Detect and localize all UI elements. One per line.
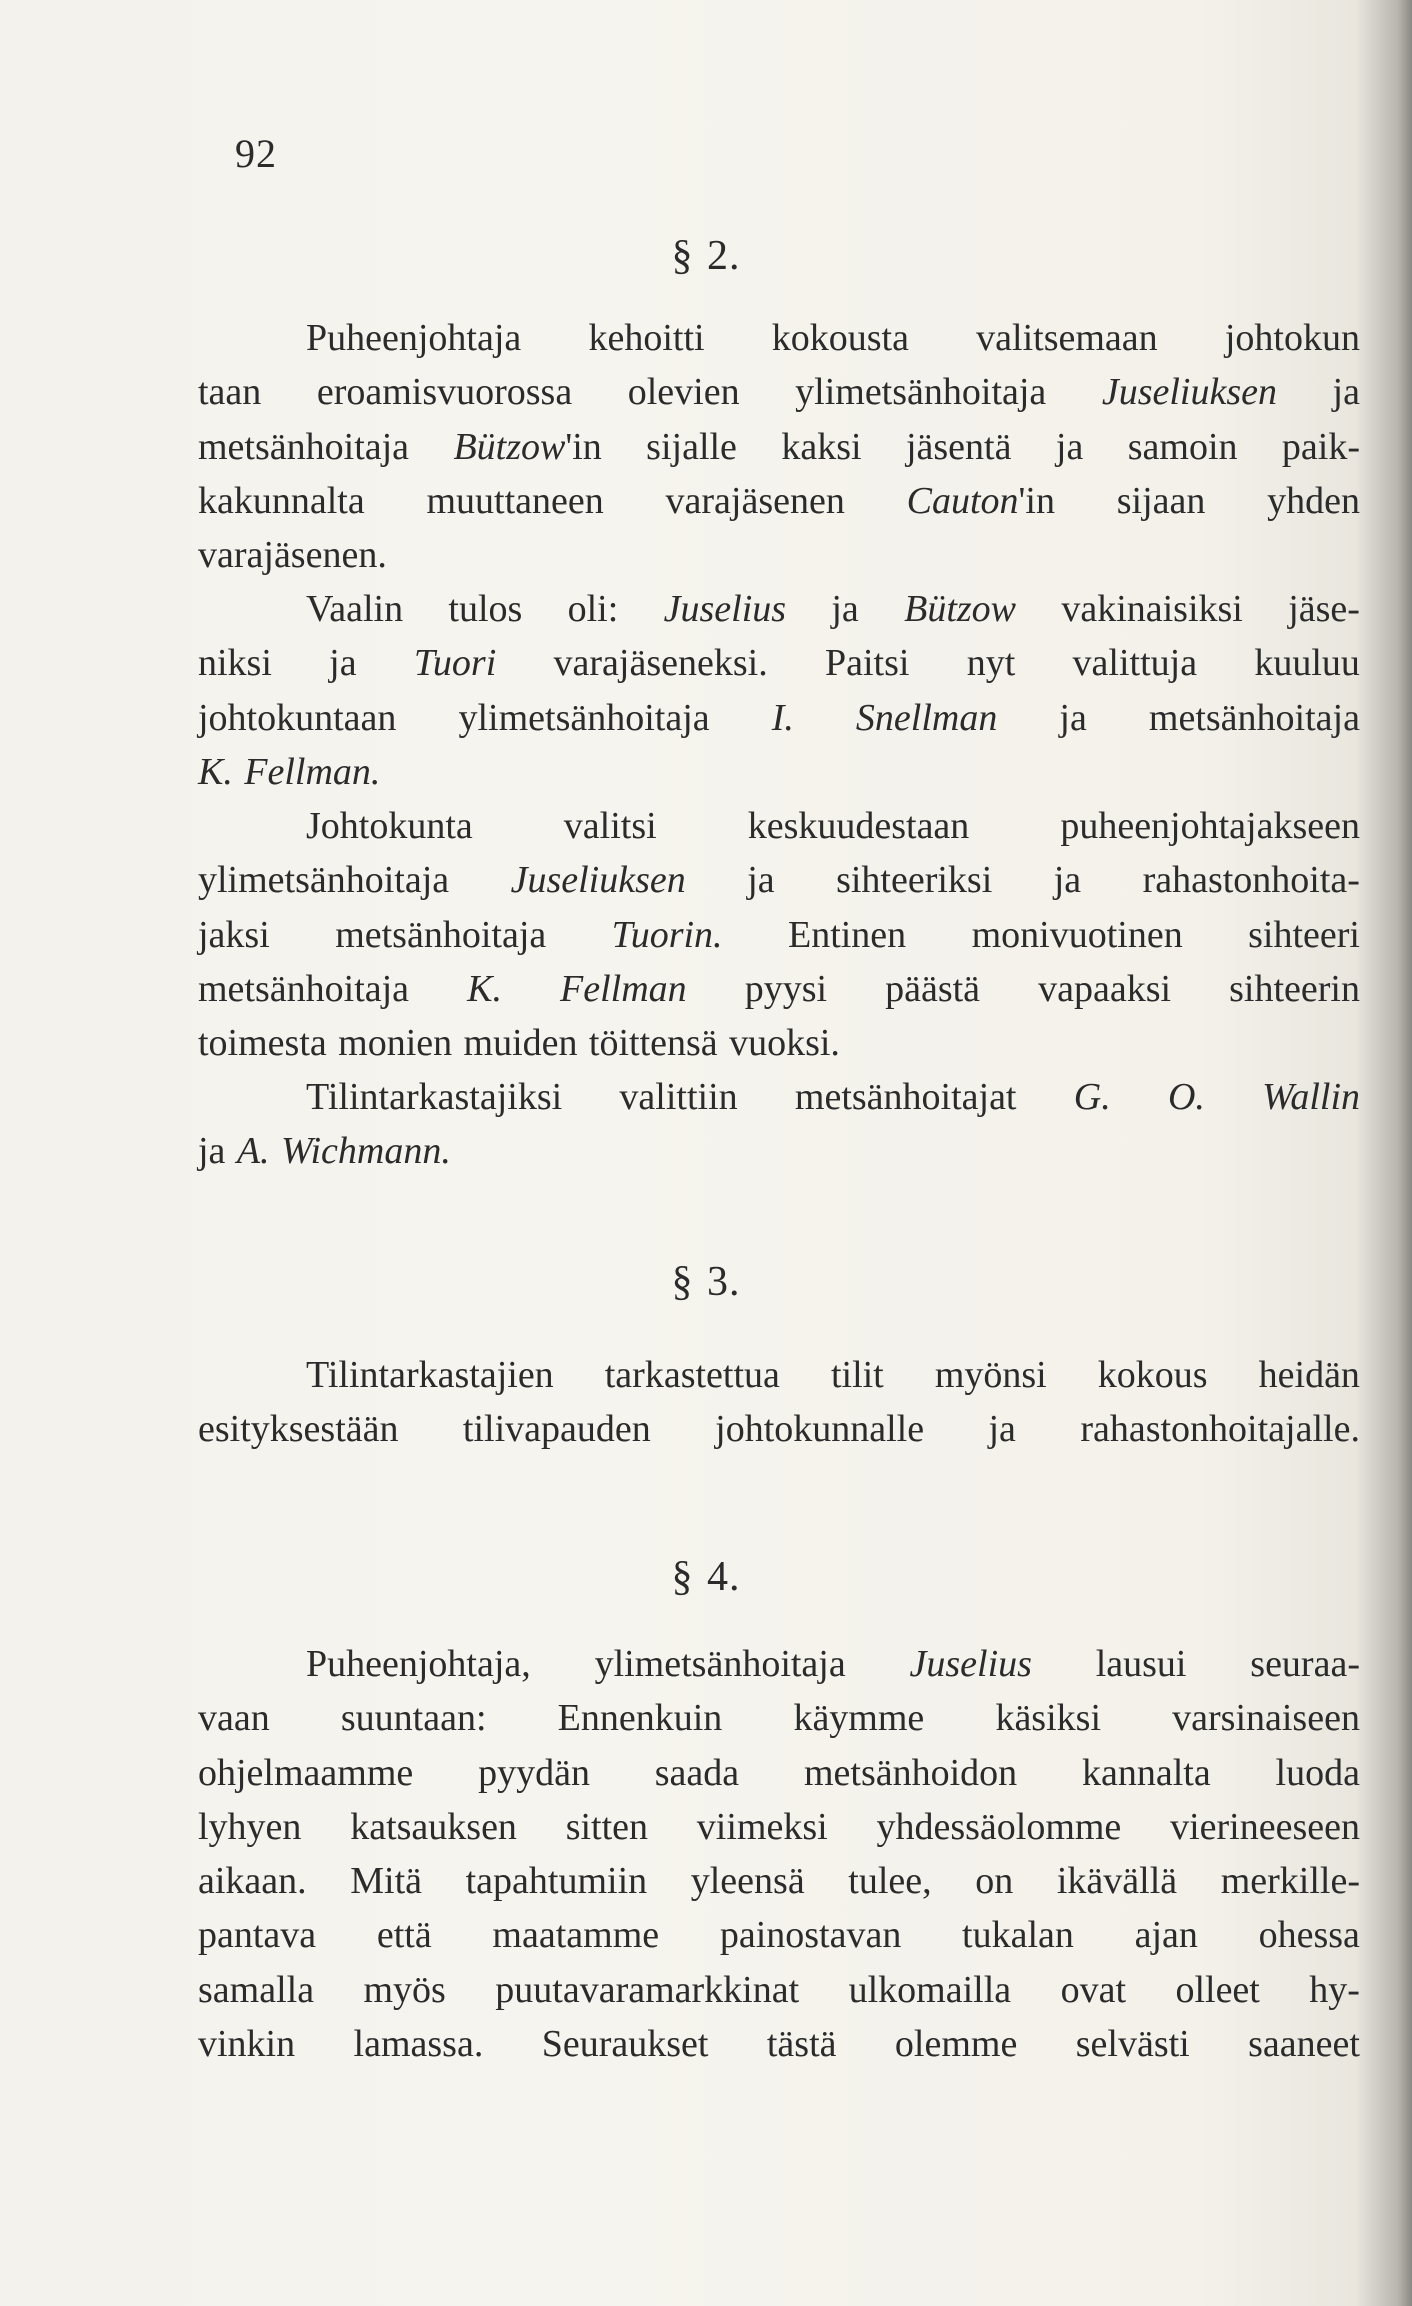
word: I. <box>771 696 794 739</box>
word: Entinen <box>787 913 907 956</box>
text-line <box>198 2017 1360 2071</box>
word: Vaalin <box>306 588 404 630</box>
section-heading-2 <box>0 232 1412 280</box>
word: Tilintarkastajiksi <box>306 1076 563 1118</box>
word: ja <box>1055 425 1084 468</box>
word: niksi <box>198 642 272 685</box>
word: varajäseneksi. <box>553 642 768 685</box>
section-number: 4. <box>707 1554 741 1600</box>
word: metsänhoitaja <box>1148 696 1360 739</box>
text-line <box>198 853 1360 907</box>
text-line <box>198 1402 1360 1456</box>
word: ja <box>747 859 775 902</box>
word: Wallin <box>1262 1076 1360 1118</box>
word: Tuorin. <box>611 913 723 956</box>
word: tästä <box>766 2023 837 2066</box>
word: ajan <box>1134 1914 1198 1957</box>
text-line <box>198 474 1360 528</box>
word: että <box>376 1914 432 1957</box>
word: painostavan <box>719 1914 902 1957</box>
word: metsänhoitaja <box>198 425 410 468</box>
word: pyydän <box>478 1751 590 1794</box>
text-line <box>198 1637 1360 1691</box>
word: Puheenjohtaja, <box>306 1643 531 1685</box>
text-line <box>198 636 1360 690</box>
word: tarkastettua <box>604 1354 780 1396</box>
word <box>453 420 601 474</box>
text-line <box>198 1908 1360 1962</box>
text-line <box>198 365 1360 419</box>
text-line <box>198 691 1360 745</box>
word: K. <box>467 967 502 1010</box>
word: selvästi <box>1075 2023 1190 2066</box>
word-suffix: 'in <box>1018 479 1055 522</box>
word: A. <box>236 1130 270 1173</box>
text-line <box>198 420 1360 474</box>
section-number: 3. <box>707 1259 741 1305</box>
word: ulkomailla <box>848 1968 1012 2011</box>
text-line <box>198 1800 1360 1854</box>
text-line <box>198 1746 1360 1800</box>
word: vierineeseen <box>1170 1805 1360 1848</box>
paragraph <box>198 1637 1360 2071</box>
word: rahastonhoitajalle. <box>1080 1408 1360 1451</box>
word: varajäsenen. <box>198 534 387 577</box>
word: yhdessäolomme <box>876 1805 1122 1848</box>
word: keskuudestaan <box>747 805 970 847</box>
word: Juseliuksen <box>1101 371 1277 414</box>
word: saaneet <box>1248 2023 1360 2066</box>
word: samalla <box>198 1968 315 2011</box>
word: vapaaksi <box>1038 967 1172 1010</box>
text-line <box>198 528 1360 582</box>
word: maatamme <box>492 1914 660 1957</box>
word: töittensä <box>588 1022 718 1065</box>
word: taan <box>198 371 262 414</box>
word: tapahtumiin <box>465 1860 648 1903</box>
word: ja <box>198 1130 226 1173</box>
section-sign: § <box>671 1554 694 1600</box>
word: ohjelmaamme <box>198 1751 414 1794</box>
word: vinkin <box>198 2023 296 2066</box>
word: ylimetsänhoitaja <box>594 1643 846 1685</box>
word: metsänhoitaja <box>198 967 410 1010</box>
word: ja <box>988 1408 1016 1451</box>
text-line <box>198 962 1360 1016</box>
word: jäsentä <box>905 425 1012 468</box>
word: seuraa- <box>1250 1643 1360 1685</box>
word: ovat <box>1060 1968 1127 2011</box>
word: myönsi <box>934 1354 1047 1396</box>
section-sign: § <box>671 1259 694 1305</box>
word: kakunnalta <box>198 479 365 522</box>
word: olevien <box>627 371 740 414</box>
word: oli: <box>567 588 619 630</box>
word: sihteeriksi <box>836 859 993 902</box>
word: ylimetsänhoitaja <box>795 371 1047 414</box>
text-line <box>198 1016 1360 1070</box>
word: samoin <box>1127 425 1238 468</box>
word: Fellman. <box>244 750 381 793</box>
word: ja <box>1059 696 1087 739</box>
word: yleensä <box>690 1860 805 1903</box>
word: käsiksi <box>995 1697 1101 1740</box>
word: tulos <box>448 588 523 630</box>
word: Tuori <box>413 642 497 685</box>
word: metsänhoidon <box>803 1751 1018 1794</box>
word: kannalta <box>1081 1751 1211 1794</box>
word: valittuja <box>1072 642 1198 685</box>
word: muiden <box>463 1022 578 1065</box>
word: Juseliuksen <box>510 859 686 902</box>
word: luoda <box>1275 1751 1360 1794</box>
word: K. <box>198 750 233 793</box>
word: vakinaisiksi <box>1061 588 1243 630</box>
word: lyhyen <box>198 1805 302 1848</box>
text-line <box>198 745 1360 799</box>
word: myös <box>363 1968 446 2011</box>
word: varsinaiseen <box>1172 1697 1360 1740</box>
word: yhden <box>1267 479 1360 522</box>
word: Ennenkuin <box>557 1697 723 1740</box>
section-heading-3 <box>0 1258 1412 1306</box>
word: kokousta <box>771 317 909 359</box>
word: valittiin <box>619 1076 738 1118</box>
word: kuuluu <box>1254 642 1360 685</box>
word: sitten <box>565 1805 649 1848</box>
word: sihteerin <box>1229 967 1360 1010</box>
word: monien <box>338 1022 453 1065</box>
text-line <box>198 1124 1360 1178</box>
word: kehoitti <box>588 317 705 359</box>
word: paik- <box>1281 425 1360 468</box>
text-line <box>198 311 1360 365</box>
word: viimeksi <box>696 1805 828 1848</box>
word: puheenjohtajakseen <box>1060 805 1360 847</box>
word: Snellman <box>855 696 998 739</box>
word <box>907 474 1055 528</box>
word: metsänhoitajat <box>794 1076 1017 1118</box>
paragraph <box>198 311 1360 582</box>
text-line <box>198 1691 1360 1745</box>
word: tilivapauden <box>462 1408 651 1451</box>
word: pyysi <box>744 967 828 1010</box>
paragraph <box>198 799 1360 1070</box>
text-line <box>198 1348 1360 1402</box>
word: käymme <box>793 1697 925 1740</box>
section-heading-4 <box>0 1553 1412 1601</box>
word: ikävällä <box>1056 1860 1178 1903</box>
paragraph <box>198 1348 1360 1457</box>
word: johtokunnalle <box>715 1408 925 1451</box>
word: sijalle <box>646 425 737 468</box>
word: Johtokunta <box>306 805 473 847</box>
word: kokous <box>1097 1354 1208 1396</box>
word: ja <box>329 642 357 685</box>
word: Paitsi <box>824 642 910 685</box>
word: muuttaneen <box>426 479 604 522</box>
word: olleet <box>1175 1968 1260 2011</box>
text-line <box>198 1854 1360 1908</box>
word: vaan <box>198 1697 270 1740</box>
word: Wichmann. <box>280 1130 451 1173</box>
text-line <box>198 582 1360 636</box>
word: on <box>975 1860 1014 1903</box>
section-number: 2. <box>707 233 741 279</box>
word: nyt <box>966 642 1016 685</box>
word: toimesta <box>198 1022 327 1065</box>
word: kaksi <box>781 425 862 468</box>
word: ja <box>831 588 859 630</box>
word: Puheenjohtaja <box>306 317 522 359</box>
word: pantava <box>198 1914 317 1957</box>
word-suffix: 'in <box>565 425 602 468</box>
page-number: 92 <box>235 131 277 176</box>
word: heidän <box>1258 1354 1360 1396</box>
word: hy- <box>1309 1968 1360 2011</box>
word: Juselius <box>909 1643 1032 1685</box>
word: O. <box>1167 1076 1205 1118</box>
word: valitsi <box>563 805 657 847</box>
word: G. <box>1073 1076 1111 1118</box>
word: Fellman <box>560 967 687 1010</box>
text-line <box>198 1963 1360 2017</box>
section-sign: § <box>671 233 694 279</box>
text-line <box>198 908 1360 962</box>
word: Tilintarkastajien <box>306 1354 554 1396</box>
word: valitsemaan <box>976 317 1158 359</box>
word: tukalan <box>962 1914 1074 1957</box>
word: ohessa <box>1258 1914 1360 1957</box>
word: ja <box>1053 859 1082 902</box>
word: jäse- <box>1288 588 1360 630</box>
word: johtokuntaan <box>198 696 397 739</box>
word-stem: Bützow <box>453 425 566 468</box>
word: päästä <box>885 967 981 1010</box>
word: Bützow <box>904 588 1017 630</box>
word: tulee, <box>848 1860 932 1903</box>
word: aikaan. <box>198 1860 307 1903</box>
word: saada <box>654 1751 740 1794</box>
word: katsauksen <box>350 1805 517 1848</box>
word-stem: Cauton <box>906 479 1019 522</box>
word: lamassa. <box>353 2023 484 2066</box>
word: rahastonhoita- <box>1142 859 1360 902</box>
word: ja <box>1332 371 1360 414</box>
word: tilit <box>830 1354 884 1396</box>
word: ylimetsänhoitaja <box>458 696 710 739</box>
word: johtokun <box>1224 317 1360 359</box>
word: varajäsenen <box>665 479 845 522</box>
word: Mitä <box>350 1860 423 1903</box>
word: puutavaramarkkinat <box>495 1968 800 2011</box>
word: sijaan <box>1116 479 1206 522</box>
word: eroamisvuorossa <box>316 371 573 414</box>
text-line <box>198 799 1360 853</box>
word: metsänhoitaja <box>335 913 547 956</box>
word: lausui <box>1095 1643 1187 1685</box>
word: olemme <box>894 2023 1018 2066</box>
word: ylimetsänhoitaja <box>198 859 450 902</box>
word: merkille- <box>1220 1860 1360 1903</box>
word: vuoksi. <box>729 1022 840 1065</box>
paragraph <box>198 1070 1360 1179</box>
word: Juselius <box>663 588 787 630</box>
word: Seuraukset <box>541 2023 709 2066</box>
word: monivuotinen <box>971 913 1183 956</box>
word: jaksi <box>198 913 270 956</box>
word: suuntaan: <box>340 1697 487 1740</box>
text-line <box>198 1070 1360 1124</box>
word: esityksestään <box>198 1408 399 1451</box>
paragraph <box>198 582 1360 799</box>
word: sihteeri <box>1248 913 1360 956</box>
